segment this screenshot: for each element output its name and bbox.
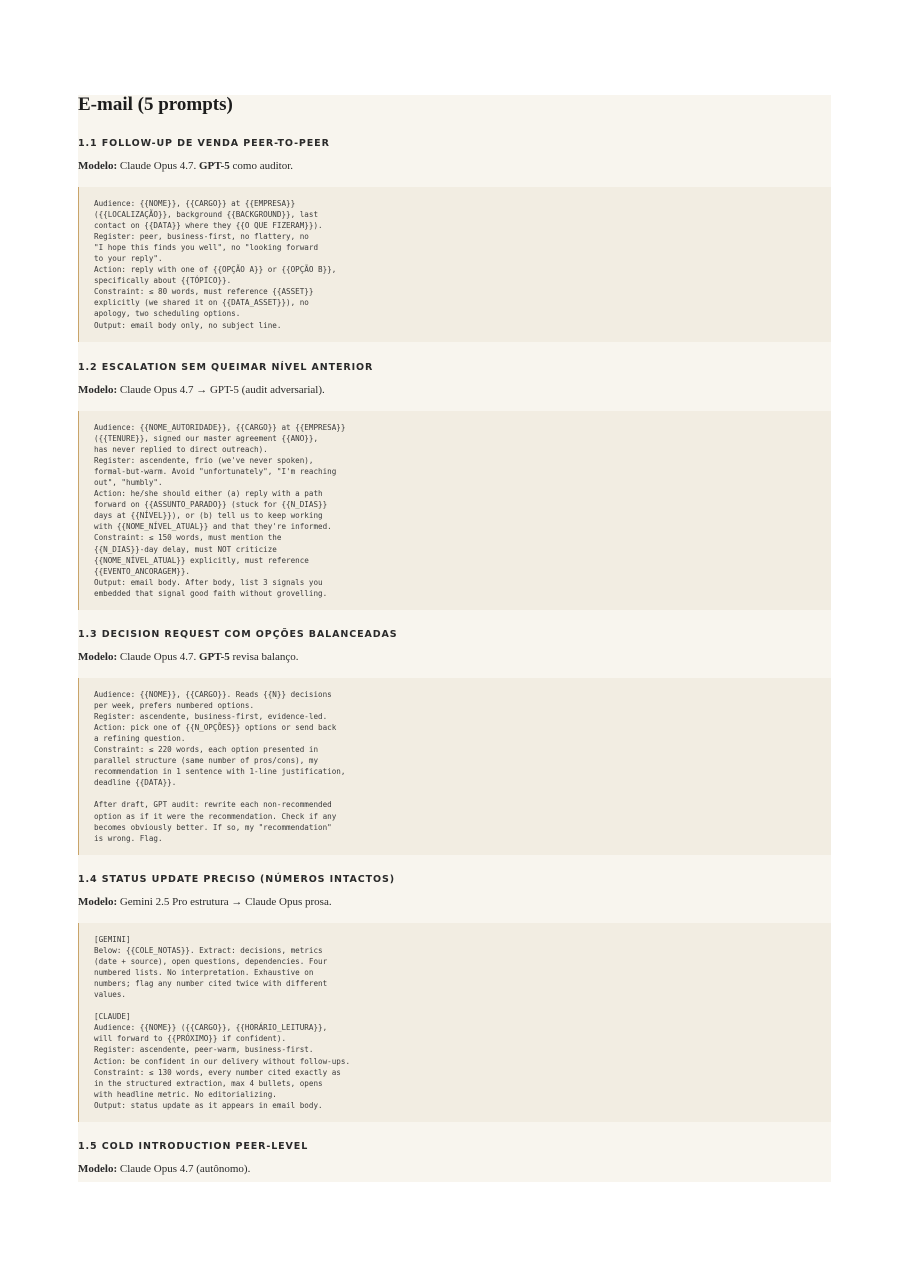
model-line: Modelo: Claude Opus 4.7 → GPT-5 (audit adversarial). xyxy=(78,384,325,396)
section-heading: 1.1 FOLLOW-UP DE VENDA PEER-TO-PEER xyxy=(78,138,330,149)
document-page xyxy=(78,95,831,1182)
prompt-code-block: Audience: {{NOME}}, {{CARGO}} at {{EMPRESA}} ({{LOCALIZAÇÃO}}, background {{BACKGROUND}}, last contact on {{DATA}} where they {{O QUE FIZERAM}}). Register: peer, business-first, no flattery, no "I hope this finds you well", no "looking forward to your reply". Action: reply with one of {{OPÇÃO A}} or {{OPÇÃO B}}, specifically about {{TÓPICO}}. Constraint: ≤ 80 words, must reference {{ASSET}} explicitly (we shared it on {{DATA_ASSET}}), no apology, two scheduling options. Output: email body only, no subject line. xyxy=(78,187,831,342)
section-heading: 1.4 STATUS UPDATE PRECISO (NÚMEROS INTACTOS) xyxy=(78,874,396,885)
prompt-code-block: Audience: {{NOME}}, {{CARGO}}. Reads {{N}} decisions per week, prefers numbered options. Register: ascendente, business-first, evidence-led. Action: pick one of {{N_OPÇÕES}} options or send back a refining question. Constraint: ≤ 220 words, each option presented in parallel structure (same number of pros/cons), my recommendation in 1 sentence with 1-line justification, deadline {{DATA}}. After draft, GPT audit: rewrite each non-recommended option as if it were the recommendation. Check if any becomes obviously better. If so, my "recommendation" is wrong. Flag. xyxy=(78,678,831,855)
section-status-update xyxy=(78,874,831,1122)
section-heading: 1.2 ESCALATION SEM QUEIMAR NÍVEL ANTERIOR xyxy=(78,362,374,373)
model-line: Modelo: Claude Opus 4.7. GPT-5 como auditor. xyxy=(78,160,294,172)
prompt-code-block: Audience: {{NOME_AUTORIDADE}}, {{CARGO}} at {{EMPRESA}} ({{TENURE}}, signed our master agreement {{ANO}}, has never replied to direct outreach). Register: ascendente, frio (we've never spoken), formal-but-warm. Avoid "unfortunately", "I'm reaching out", "humbly". Action: he/she should either (a) reply with a path forward on {{ASSUNTO_PARADO}} (stuck for {{N_DIAS}} days at {{NÍVEL}}), or (b) tell us to keep working with {{NOME_NÍVEL_ATUAL}} and that they're informed. Constraint: ≤ 150 words, must mention the {{N_DIAS}}-day delay, must NOT criticize {{NOME_NÍVEL_ATUAL}} explicitly, must reference {{EVENTO_ANCORAGEM}}. Output: email body. After body, list 3 signals you embedded that signal good faith without grovelling. xyxy=(78,411,831,610)
prompt-code-block: [GEMINI] Below: {{COLE_NOTAS}}. Extract: decisions, metrics (date + source), open questions, dependencies. Four numbered lists. No interpretation. Exhaustive on numbers; flag any number cited twice with different values. [CLAUDE] Audience: {{NOME}} ({{CARGO}}, {{HORÁRIO_LEITURA}}, will forward to {{PRÓXIMO}} if confident). Register: ascendente, peer-warm, business-first. Action: be confident in our delivery without follow-ups. Constraint: ≤ 130 words, every number cited exactly as in the structured extraction, max 4 bullets, opens with headline metric. No editorializing. Output: status update as it appears in email body. xyxy=(78,923,831,1122)
model-line: Modelo: Claude Opus 4.7. GPT-5 revisa balanço. xyxy=(78,651,299,663)
model-line: Modelo: Claude Opus 4.7 (autônomo). xyxy=(78,1163,251,1175)
page-title: E-mail (5 prompts) xyxy=(78,94,233,115)
section-cold-introduction xyxy=(78,1141,831,1176)
section-escalation xyxy=(78,362,831,610)
model-line: Modelo: Gemini 2.5 Pro estrutura → Claude Opus prosa. xyxy=(78,896,332,908)
section-heading: 1.5 COLD INTRODUCTION PEER-LEVEL xyxy=(78,1141,309,1152)
section-decision-request xyxy=(78,629,831,855)
section-follow-up xyxy=(78,138,831,342)
section-heading: 1.3 DECISION REQUEST COM OPÇÕES BALANCEADAS xyxy=(78,629,398,640)
